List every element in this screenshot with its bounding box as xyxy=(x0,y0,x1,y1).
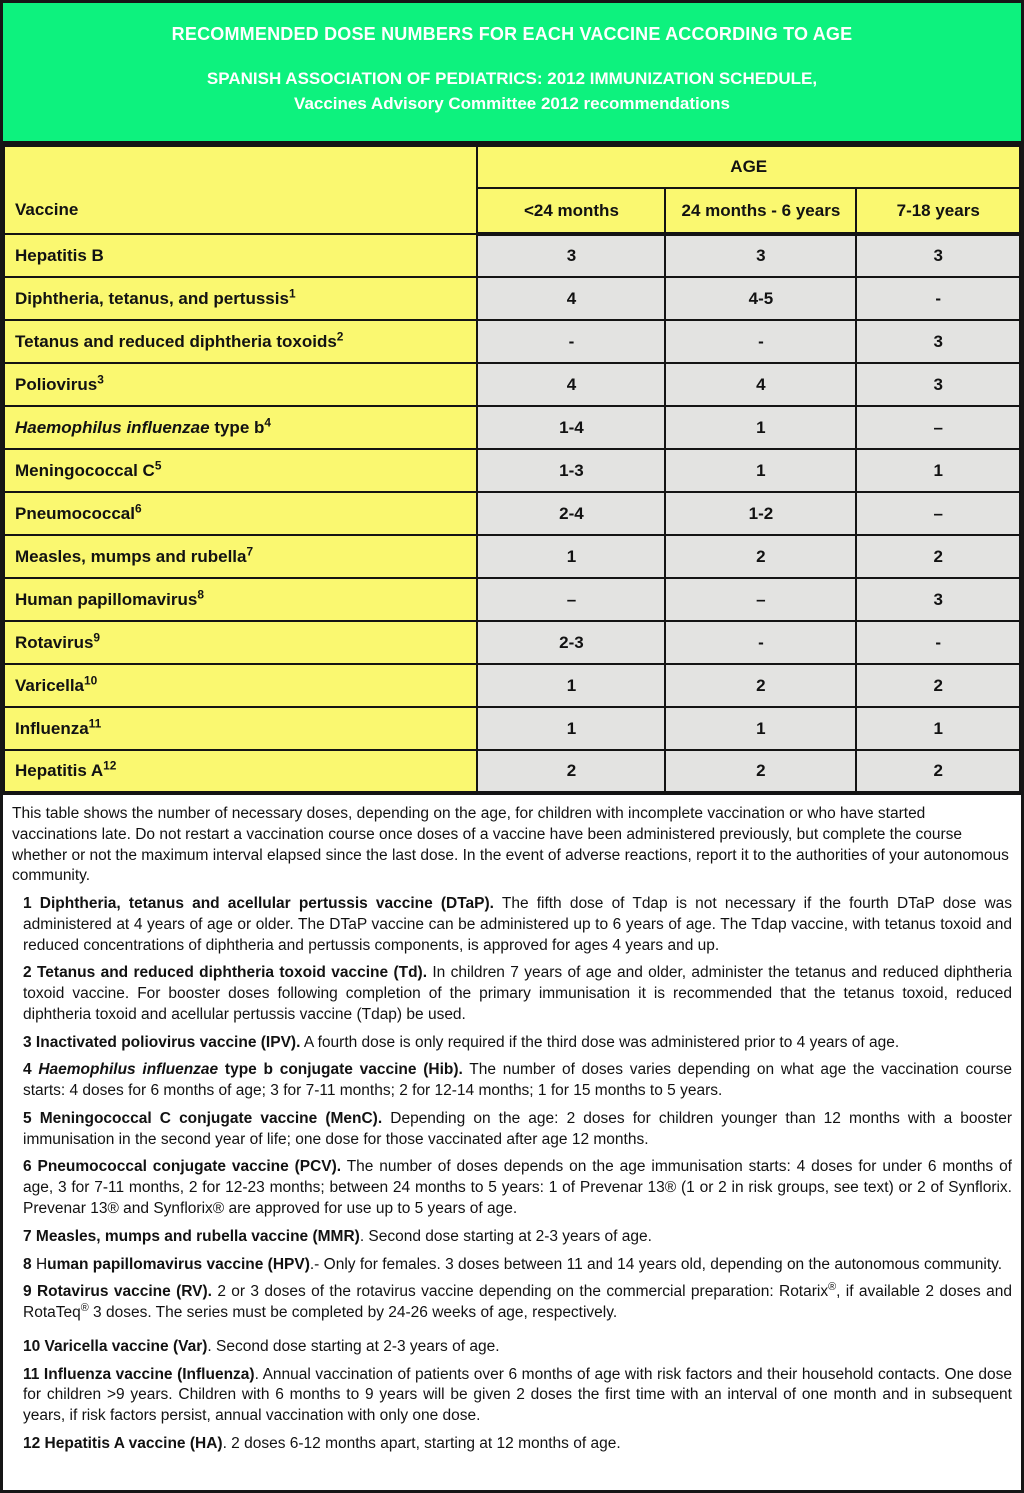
table-row-11 xyxy=(4,664,1020,707)
dose-value-cell-3: 1 xyxy=(856,449,1020,492)
table-row-5 xyxy=(4,406,1020,449)
vaccine-name-cell: Haemophilus influenzae type $b^4$ xyxy=(4,406,477,449)
dose-value-cell-1: 4 xyxy=(477,277,665,320)
table-row-13 xyxy=(4,750,1020,793)
footnote-7: 7 Measles, mumps and rubella vaccine (MMR). Second dose starting at 2-3 years of age. xyxy=(23,1227,652,1245)
footnote-6: 6 Pneumococcal conjugate vaccine (PCV). The number of doses depends on the age immunisation starts: 4 doses for under 6 months of age, 3 for 7-11 months, 2 for 12-23 months; between 24 months to 5 years: 1 of Prevenar 13® (1 or 2 in risk groups, see text) or 2 of Synflorix. Prevenar 13® and Synflorix® are approved for use up to 5 years of age. xyxy=(23,1158,1012,1218)
vaccine-name-cell: Tetanus and reduced diphtheria toxoids$^2$ xyxy=(4,320,477,363)
dose-value-cell-1: - xyxy=(477,320,665,363)
table-row-4 xyxy=(4,363,1020,406)
dose-value-cell-2: 2 xyxy=(665,535,856,578)
footnote-10: 10 Varicella vaccine (Var). Second dose starting at 2-3 years of age. xyxy=(23,1337,500,1355)
age-header-row xyxy=(4,146,1020,188)
dose-value-cell-3: 2 xyxy=(856,750,1020,793)
dose-value-cell-3: 3 xyxy=(856,234,1020,277)
table-row-10 xyxy=(4,621,1020,664)
dose-value-cell-1: 2-4 xyxy=(477,492,665,535)
dose-value-cell-3: 1 xyxy=(856,707,1020,750)
vaccine-name-cell: Pneumococcal$^6$ xyxy=(4,492,477,535)
vaccine-name-cell: Poliovirus$^3$ xyxy=(4,363,477,406)
footnote-11: 11 Influenza vaccine (Influenza). Annual vaccination of patients over 6 months of age with risk factors and their household contacts. One dose for children >9 years. Children with 6 months to 9 years will be given 2 doses the first time with an interval of one month and in subsequent years, if risk factors persist, annual vaccination with only one dose. xyxy=(23,1365,1012,1425)
age-group-header: AGE xyxy=(477,146,1020,188)
dose-value-cell-3: - xyxy=(856,621,1020,664)
vaccine-name-cell: Diphtheria, tetanus, and pertussis$^1$ xyxy=(4,277,477,320)
dose-value-cell-3: 3 xyxy=(856,578,1020,621)
vaccine-name-cell: Measles, mumps and rubella$^7$ xyxy=(4,535,477,578)
dose-value-cell-1: 4 xyxy=(477,363,665,406)
vaccine-name-cell: Hepatitis B xyxy=(4,234,477,277)
table-row-6 xyxy=(4,449,1020,492)
dose-value-cell-1: 2-3 xyxy=(477,621,665,664)
vaccine-dose-table xyxy=(3,145,1021,795)
vaccine-name-cell: Influenza$^{11}$ xyxy=(4,707,477,750)
vaccine-name-cell: Human papillomavirus$^8$ xyxy=(4,578,477,621)
footnote-1: 1 Diphtheria, tetanus and acellular pertussis vaccine (DTaP). The fifth dose of Tdap is not necessary if the fourth DTaP dose was administered at 4 years of age or older. The DTaP vaccine can be administered up to 6 years of age. The Tdap vaccine, with tetanus toxoid and reduced concentrations of diphtheria and pertussis components, is approved for ages 4 years and up. xyxy=(23,895,1013,954)
age-column-header-3: 7-18 years xyxy=(856,188,1020,234)
vaccine-name-cell: Varicella$^{10}$ xyxy=(4,664,477,707)
dose-value-cell-2: 1 xyxy=(665,406,856,449)
footnote-8: 8 Human papillomavirus vaccine (HPV).- Only for females. 3 doses between 11 and 14 years old, depending on the autonomous community. xyxy=(23,1255,1003,1273)
dose-value-cell-2: – xyxy=(665,578,856,621)
vaccine-column-header: Vaccine xyxy=(4,146,477,234)
dose-value-cell-2: - xyxy=(665,621,856,664)
dose-value-cell-2: 1-2 xyxy=(665,492,856,535)
table-row-2 xyxy=(4,277,1020,320)
dose-value-cell-1: 2 xyxy=(477,750,665,793)
footnote-3: 3 Inactivated poliovirus vaccine (IPV). A fourth dose is only required if the third dose was administered prior to 4 years of age. xyxy=(23,1033,900,1051)
dose-value-cell-1: 1 xyxy=(477,535,665,578)
dose-value-cell-2: 1 xyxy=(665,707,856,750)
dose-value-cell-3: 3 xyxy=(856,320,1020,363)
age-column-header-2: 24 months - 6 years xyxy=(665,188,856,234)
dose-value-cell-2: 4 xyxy=(665,363,856,406)
vaccine-name-cell: Hepatitis $A^{12}$ xyxy=(4,750,477,793)
notes-intro-paragraph: This table shows the number of necessary doses, depending on the age, for children with incomplete vaccination or who have started vaccinations late. Do not restart a vaccination course once doses of a vaccine have been administered previously, but complete the course whether or not the maximum interval elapsed since the last dose. In the event of adverse reactions, report it to the authorities of your autonomous community. xyxy=(12,805,1009,885)
table-row-9 xyxy=(4,578,1020,621)
footnote-4: 4 Haemophilus influenzae type b conjugate vaccine (Hib). The number of doses varies depending on what age the vaccination course starts: 4 doses for 6 months of age; 3 for 7-11 months; 2 for 12-14 months; 1 for 15 months to 5 years. xyxy=(23,1061,1012,1100)
dose-value-cell-1: 3 xyxy=(477,234,665,277)
footnote-12: 12 Hepatitis A vaccine (HA). 2 doses 6-12 months apart, starting at 12 months of age. xyxy=(23,1434,621,1452)
dose-value-cell-2: - xyxy=(665,320,856,363)
dose-value-cell-2: 2 xyxy=(665,664,856,707)
dose-value-cell-3: – xyxy=(856,406,1020,449)
page-title: RECOMMENDED DOSE NUMBERS FOR EACH VACCINE ACCORDING TO AGE xyxy=(171,24,853,44)
dose-value-cell-2: 2 xyxy=(665,750,856,793)
dose-value-cell-3: - xyxy=(856,277,1020,320)
page-subtitle-line1: SPANISH ASSOCIATION OF PEDIATRICS: 2012 IMMUNIZATION SCHEDULE, xyxy=(206,69,818,88)
page-subtitle-line2: Vaccines Advisory Committee 2012 recommendations xyxy=(294,94,730,113)
vaccine-name-cell: Meningococcal $C^5$ xyxy=(4,449,477,492)
notes-section xyxy=(3,795,1021,1455)
table-row-7 xyxy=(4,492,1020,535)
title-banner xyxy=(3,3,1021,145)
footnote-5: 5 Meningococcal C conjugate vaccine (MenC). Depending on the age: 2 doses for children younger than 12 months with a booster immunisation in the second year of life; one dose for those vaccinated after age 12 months. xyxy=(23,1109,1012,1148)
table-row-3 xyxy=(4,320,1020,363)
dose-value-cell-3: 2 xyxy=(856,535,1020,578)
dose-value-cell-2: 1 xyxy=(665,449,856,492)
dose-value-cell-1: 1 xyxy=(477,707,665,750)
table-row-12 xyxy=(4,707,1020,750)
dose-value-cell-1: 1-3 xyxy=(477,449,665,492)
table-row-1 xyxy=(4,234,1020,277)
dose-value-cell-3: – xyxy=(856,492,1020,535)
dose-value-cell-2: 3 xyxy=(665,234,856,277)
vaccine-name-cell: Rotavirus$^9$ xyxy=(4,621,477,664)
dose-value-cell-2: 4-5 xyxy=(665,277,856,320)
footnotes-list xyxy=(12,894,1012,1455)
dose-value-cell-3: 2 xyxy=(856,664,1020,707)
dose-value-cell-1: 1-4 xyxy=(477,406,665,449)
footnote-9: 9 Rotavirus vaccine (RV). 2 or 3 doses of the rotavirus vaccine depending on the commercial preparation: Rotarix®, if available 2 doses and RotaTeq® 3 doses. The series must be completed by 24-26 weeks of age, respectively. xyxy=(23,1281,1012,1322)
age-column-header-1: <24 months xyxy=(477,188,665,234)
footnote-2: 2 Tetanus and reduced diphtheria toxoid vaccine (Td). In children 7 years of age and older, administer the tetanus and reduced diphtheria toxoid vaccine. For booster doses following completion of the primary immunisation it is recommended that the tetanus toxoid, reduced diphtheria toxoid and acellular pertussis vaccine (Tdap) be used. xyxy=(23,964,1013,1023)
dose-value-cell-1: 1 xyxy=(477,664,665,707)
dose-value-cell-3: 3 xyxy=(856,363,1020,406)
table-row-8 xyxy=(4,535,1020,578)
dose-value-cell-1: – xyxy=(477,578,665,621)
